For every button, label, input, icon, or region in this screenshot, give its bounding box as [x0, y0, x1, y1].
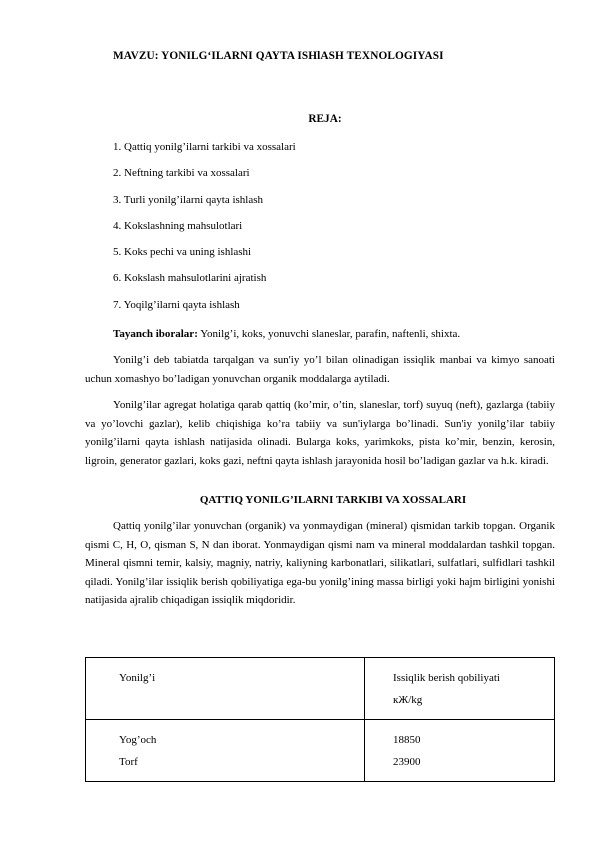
- paragraph-definition: Yonilg’i deb tabiatda tarqalgan va sun'iy yo’l bilan olinadigan issiqlik manbai va kimyo sanoati uchun xomashyo bo’ladigan yonuvchan organik moddalarga aytiladi.: [85, 354, 555, 385]
- table-cell: [86, 658, 365, 720]
- document-title: MAVZU: YONILG‘ILARNI QAYTA ISHlASH TEXNOLOGIYASI: [113, 50, 444, 62]
- heat-value: 23900: [393, 756, 421, 768]
- plan-item: 2. Neftning tarkibi va xossalari: [113, 167, 250, 180]
- table-header-row: [86, 658, 555, 720]
- fuel-name: Yog’och: [119, 734, 157, 746]
- paragraph-classification: Yonilg’ilar agregat holatiga qarab qattiq (ko’mir, o’tin, slaneslar, torf) suyuq (neft), gazlarga (tabiiy va yo’lovchi gazlar), kelib chiqishiga ko’ra tabiiy va sun'iylarga bo’linadi. Sun'iy yonilg’ilar tabiiy yonilg’ilarni qayta ishlash natijasida olinadi. Bularga koks, yarimkoks, pista ko’mir, benzin, kerosin, ligroin, generator gazlari, koks gazi, neftni qayta ishlash jarayonida hosil bo’ladigan gazlar va h.k. kiradi.: [85, 399, 555, 467]
- plan-item: 7. Yoqilg’ilarni qayta ishlash: [113, 298, 240, 311]
- heat-value: 18850: [393, 734, 421, 746]
- heat-value-table: [85, 657, 555, 782]
- paragraph-composition: Qattiq yonilg’ilar yonuvchan (organik) va yonmaydigan (mineral) qismidan tarkib topgan. Organik qismi C, H, O, qisman S, N dan iborat. Yonmaydigan qismi nam va mineral moddalardan tashkil topgan. Mineral qismni temir, kalsiy, magniy, natriy, kaliyning karbonatlari, silikatlari, sulfatlari, sulfidlari tashkil qiladi. Yonilg’ilar issiqlik berish qobiliyatiga ega-bu yonilg’ining massa birligi yoki hajm birligini yonishi natijasida ajralib chiqadigan issiqlik miqdoridir.: [85, 520, 555, 606]
- plan-heading: REJA:: [308, 113, 342, 125]
- plan-item: 1. Qattiq yonilg’ilarni tarkibi va xossalari: [113, 141, 296, 153]
- plan-list: [113, 134, 296, 318]
- table-row: [86, 720, 555, 782]
- table-cell: [86, 720, 365, 782]
- keywords-label: Tayanch iboralar:: [113, 328, 198, 340]
- plan-item: 4. Kokslashning mahsulotlari: [113, 219, 243, 232]
- plan-item: 6. Kokslash mahsulotlarini ajratish: [113, 272, 267, 285]
- table-cell: [365, 720, 555, 782]
- keywords-paragraph: [85, 325, 555, 344]
- fuel-name: Torf: [119, 756, 138, 768]
- keywords-text: Yonilg’i, koks, yonuvchi slaneslar, parafin, naftenli, shixta.: [197, 328, 461, 340]
- column-header-unit: кЖ/kg: [393, 694, 423, 706]
- section-heading: QATTIQ YONILG’ILARNI TARKIBI VA XOSSALARI: [199, 494, 467, 506]
- table-cell: [365, 658, 555, 720]
- column-header-heat: Issiqlik berish qobiliyati: [393, 672, 500, 684]
- column-header-fuel: Yonilg’i: [119, 672, 156, 684]
- plan-item: 3. Turli yonilg’ilarni qayta ishlash: [113, 193, 264, 206]
- plan-item: 5. Koks pechi va uning ishlashi: [113, 246, 252, 259]
